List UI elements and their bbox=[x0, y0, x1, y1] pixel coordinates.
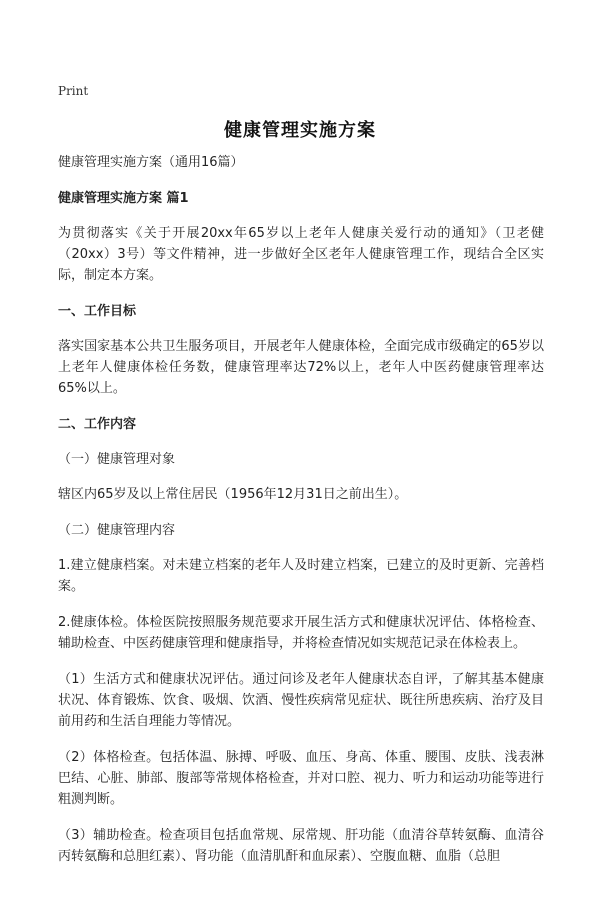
subheading-management: （二）健康管理内容 bbox=[58, 523, 176, 538]
item-auxiliary-exam: （3）辅助检查。检查项目包括血常规、尿常规、肝功能（血清谷草转氨酶、血清谷丙转氨酶和总胆红素）、肾功能（血清肌酐和血尿素）、空腹血糖、血脂（总胆 bbox=[58, 828, 544, 864]
doc-subtitle: 健康管理实施方案（通用16篇） bbox=[58, 155, 244, 170]
item-health-exam: 2.健康体检。体检医院按照服务规范要求开展生活方式和健康状况评估、体格检查、辅助检查、中医药健康管理和健康指导，并将检查情况如实规范记录在体检表上。 bbox=[58, 615, 544, 651]
heading-content: 二、工作内容 bbox=[58, 417, 137, 432]
heading-goals: 一、工作目标 bbox=[58, 304, 137, 319]
subheading-targets: （一）健康管理对象 bbox=[58, 452, 176, 467]
page-title: 健康管理实施方案 bbox=[224, 120, 376, 141]
item-lifestyle-assessment: （1）生活方式和健康状况评估。通过问诊及老年人健康状态自评，了解其基本健康状况、体育锻炼、饮食、吸烟、饮酒、慢性疾病常见症状、既往所患疾病、治疗及目前用药和生活自理能力等情况。 bbox=[58, 672, 544, 729]
item-health-records: 1.建立健康档案。对未建立档案的老年人及时建立档案，已建立的及时更新、完善档案。 bbox=[58, 558, 544, 594]
intro-paragraph: 为贯彻落实《关于开展20xx年65岁以上老年人健康关爱行动的通知》（卫老健（20xx）3号）等文件精神，进一步做好全区老年人健康管理工作，现结合全区实际，制定本方案。 bbox=[58, 226, 544, 283]
document-body bbox=[58, 152, 544, 882]
section-heading: 健康管理实施方案 篇1 bbox=[58, 191, 189, 206]
targets-paragraph: 辖区内65岁及以上常住居民（1956年12月31日之前出生）。 bbox=[58, 487, 408, 502]
item-physical-exam: （2）体格检查。包括体温、脉搏、呼吸、血压、身高、体重、腰围、皮肤、浅表淋巴结、心脏、肺部、腹部等常规体格检查，并对口腔、视力、听力和运动功能等进行粗测判断。 bbox=[58, 750, 544, 807]
goals-paragraph: 落实国家基本公共卫生服务项目，开展老年人健康体检，全面完成市级确定的65岁以上老年人健康体检任务数，健康管理率达72%以上，老年人中医药健康管理率达65%以上。 bbox=[58, 339, 544, 396]
print-label[interactable]: Print bbox=[58, 84, 89, 98]
